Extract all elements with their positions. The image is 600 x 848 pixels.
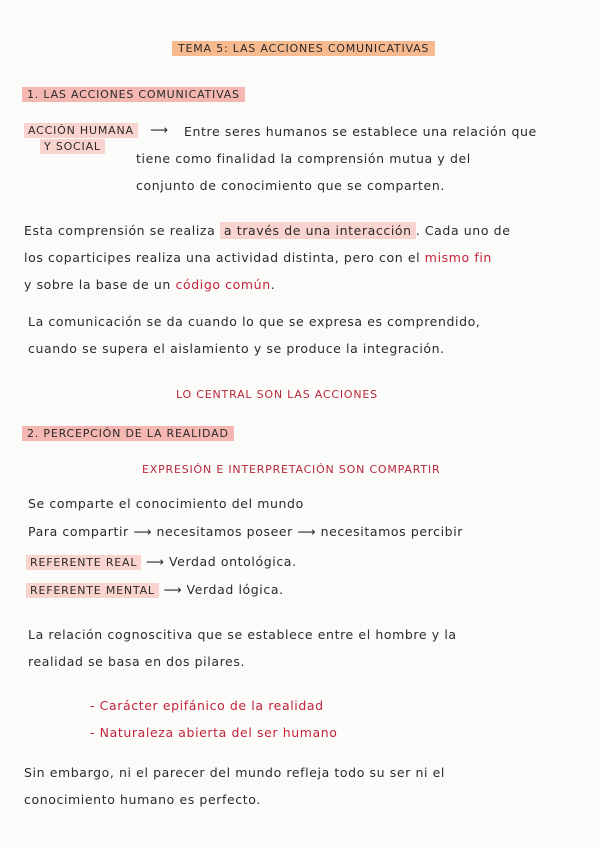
- arrow-right-icon: ⟶: [297, 524, 317, 539]
- paragraph-1-line-1: Esta comprensión se realiza a través de una interacción . Cada uno de: [24, 223, 511, 238]
- def-line-1: Entre seres humanos se establece una relación que: [184, 124, 537, 139]
- paragraph-3-line-1: La relación cognoscitiva que se establece entre el hombre y la: [28, 627, 457, 642]
- paragraph-3-line-2: realidad se basa en dos pilares.: [28, 654, 246, 669]
- paragraph-4-line-1: Sin embargo, ni el parecer del mundo refleja todo su ser ni el: [24, 765, 445, 780]
- page-title: TEMA 5: LAS ACCIONES COMUNICATIVAS: [172, 42, 435, 55]
- section-2-line-1: Se comparte el conocimiento del mundo: [28, 496, 304, 511]
- arrow-right-icon: ⟶: [145, 554, 165, 569]
- paragraph-1-line-3: y sobre la base de un código común.: [24, 277, 276, 292]
- paragraph-2-line-1: La comunicación se da cuando lo que se expresa es comprendido,: [28, 314, 481, 329]
- bullet-2: - Naturaleza abierta del ser humano: [90, 725, 338, 740]
- section-2-subtitle: EXPRESIÓN E INTERPRETACIÓN SON COMPARTIR: [142, 463, 441, 476]
- central-statement: LO CENTRAL SON LAS ACCIONES: [176, 388, 378, 401]
- section-2-heading: 2. PERCEPCIÓN DE LA REALIDAD: [22, 427, 234, 440]
- referente-mental-row: REFERENTE MENTAL ⟶ Verdad lógica.: [26, 582, 284, 597]
- arrow-right-icon: ⟶: [133, 524, 152, 539]
- section-2-line-2: Para compartir ⟶ necesitamos poseer ⟶ necesitamos percibir: [28, 524, 464, 539]
- section-1-heading: 1. LAS ACCIONES COMUNICATIVAS: [22, 88, 245, 101]
- def-line-3: conjunto de conocimiento que se comparten.: [136, 178, 445, 193]
- def-label-1: ACCIÓN HUMANA: [24, 124, 138, 137]
- arrow-right-icon: ⟶: [163, 582, 182, 597]
- arrow-right-icon: ⟶: [150, 122, 169, 137]
- paragraph-2-line-2: cuando se supera el aislamiento y se produce la integración.: [28, 341, 445, 356]
- paragraph-1-line-2: los coparticipes realiza una actividad distinta, pero con el mismo fin: [24, 250, 492, 265]
- paragraph-4-line-2: conocimiento humano es perfecto.: [24, 792, 261, 807]
- bullet-1: - Carácter epifánico de la realidad: [90, 698, 324, 713]
- referente-real-row: REFERENTE REAL ⟶ Verdad ontológica.: [26, 554, 297, 569]
- def-label-2: Y SOCIAL: [40, 140, 105, 153]
- def-line-2: tiene como finalidad la comprensión mutua y del: [136, 151, 471, 166]
